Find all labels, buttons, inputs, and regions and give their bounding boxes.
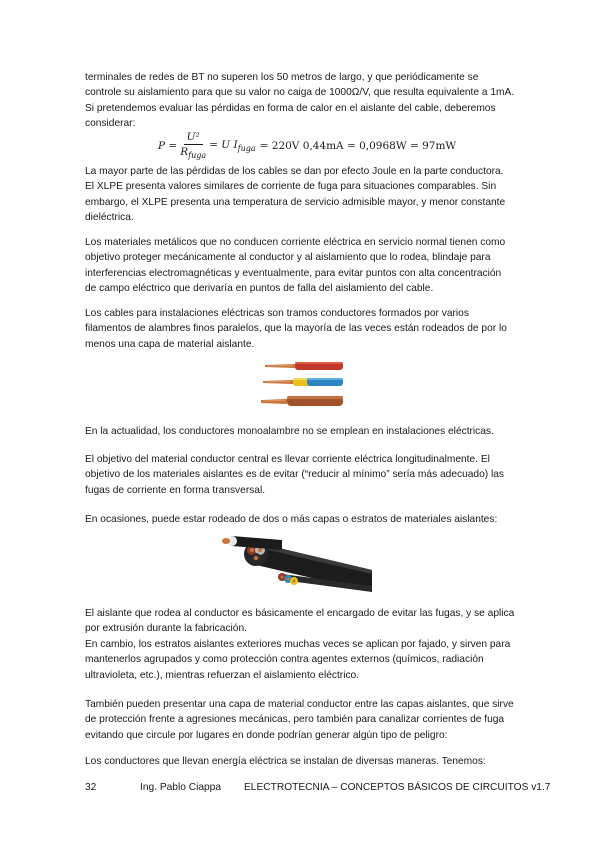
formula-fraction xyxy=(180,131,206,160)
paragraph-cable-description: Los cables para instalaciones eléctricas son tramos conductores formados por varios filamentos de alambres finos paralelos, que la mayoría de las veces están rodeados de por lo menos una capa de material aislante. xyxy=(85,308,507,350)
paragraph-installation-intro: Los conductores que llevan energía eléctrica se instalan de diversas maneras. Tenemos: xyxy=(85,756,486,767)
paragraph-extrusion: El aislante que rodea al conductor es básicamente el encargado de evitar las fugas, y se aplica por extrusión durante la fabricación. xyxy=(85,608,515,635)
footer-title: ELECTROTECNIA – CONCEPTOS BÁSICOS DE CIRCUITOS v1.7 xyxy=(244,782,551,793)
paragraph-metallic-materials: Los materiales metálicos que no conducen corriente eléctrica en servicio normal tienen como objetivo proteger mecánicamente al conductor y al aislamiento que lo rodea, blindaje para interferencias electromagnéticas y eventualmente, para evitar puntos con alta concentración de campo eléctrico que derivaría en puntos de falla del aislamiento del cable. xyxy=(85,237,506,295)
formula-rhs: = 220V 0,44mA = 0,0968W = 97mW xyxy=(259,140,457,152)
leakage-power-formula xyxy=(158,127,458,165)
stripped-cables-image xyxy=(255,356,345,414)
footer-page-number: 32 xyxy=(85,782,97,793)
paragraph-conductor-objective: El objetivo del material conductor central es llevar corriente eléctrica longitudinalmente. El objetivo de los materiales aislantes es de evitar (“reducir al mínimo” sería más adecuado) las fugas de corriente en forma transversal. xyxy=(85,454,505,496)
formula-lhs: P = xyxy=(158,140,178,152)
paragraph-layers-intro: En ocasiones, puede estar rodeado de dos o más capas o estratos de materiales aislantes: xyxy=(85,514,498,525)
formula-denominator: $R_{fuga}$ xyxy=(180,146,207,161)
paragraph-outer-layers: En cambio, los estratos aislantes exteriores muchas veces se aplican por fajado, y sirven para mantenerlos agrupados y como protección contra agentes externos (químicos, radiación ultravioleta, etc.), mientras refuerzan el aislamiento eléctrico. xyxy=(85,639,511,681)
paragraph-monowire: En la actualidad, los conductores monoalambre no se emplean en instalaciones eléctricas. xyxy=(85,426,494,437)
footer-author: Ing. Pablo Ciappa xyxy=(140,782,221,793)
paragraph-insulation-limits: terminales de redes de BT no superen los 50 metros de largo, y que periódicamente se controle su aislamiento para que su valor no caiga de 1000Ω/V, que resulta equivalente a 1mA. Si pretendemos evaluar las pérdidas en forma de calor en el aislante del cable, deberemos considerar: xyxy=(85,72,515,130)
formula-mid: = U $I_{fuga}$ xyxy=(209,138,256,154)
paragraph-joule-losses: La mayor parte de las pérdidas de los cables se dan por efecto Joule en la parte conductora. El XLPE presenta valores similares de corriente de fuga para situaciones comparables. Sin embargo, el XLPE presenta una temperatura de servicio admisible mayor, y menor constante dieléctrica. xyxy=(85,166,506,224)
paragraph-conductive-layer: También pueden presentar una capa de material conductor entre las capas aislantes, que sirve de protección frente a agresiones mecánicas, pero también para canalizar corrientes de fuga evitando que circule por lugares en donde podrían generar algún tipo de peligro: xyxy=(85,699,514,741)
formula-numerator: U² xyxy=(184,131,203,145)
multicore-cables-image xyxy=(222,530,372,594)
